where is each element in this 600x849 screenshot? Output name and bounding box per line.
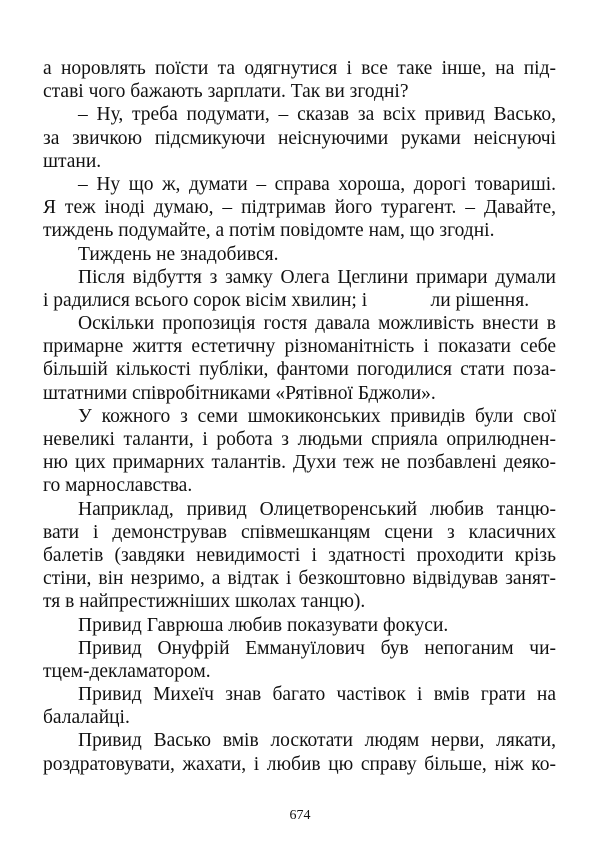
text-line-15: штатними співробітниками «Рятівної Бджоли».: [43, 382, 436, 404]
text-line-31: роздратовувати, жахати, і любив цю справу більше, ніж ко-: [43, 753, 556, 775]
text-line-20: Наприклад, привид Олицетворенський любив танцю-: [78, 498, 556, 520]
text-line-8: тиждень подумайте, а потім повідомте нам, що згодні.: [43, 220, 495, 242]
text-line-6: – Ну що ж, думати – справа хороша, дорогі товариші.: [78, 173, 556, 195]
text-line-13: примарне життя естетичну різноманітність і показати себе: [43, 336, 556, 358]
text-line-9: Тиждень не знадобився.: [78, 243, 279, 265]
text-line-11: і радилися всього сорок вісім хвилин; і ли рішення.: [43, 289, 530, 311]
text-line-1: а норовлять поїсти та одягнутися і все таке інше, на під-: [43, 58, 556, 79]
text-line-23: стіни, він незримо, а відтак і безкоштовно відвідував занят-: [43, 568, 556, 590]
text-line-16: У кожного з семи шмокиконських привидів були свої: [78, 405, 556, 427]
text-line-7: Я теж іноді думаю, – підтримав його турагент. – Давайте,: [43, 197, 556, 219]
text-line-2: ставі чого бажають зарплати. Так ви згодні?: [43, 81, 409, 103]
text-line-12: Оскільки пропозиція гостя давала можливість внести в: [78, 313, 556, 335]
text-line-30: Привид Васько вмів лоскотати людям нерви, лякати,: [78, 730, 556, 752]
text-line-21: вати і демонстрував співмешканцям сцени з класичних: [43, 521, 556, 543]
book-page-text: [43, 57, 556, 776]
text-line-4: за звичкою підсмикуючи неіснуючими руками неіснуючі: [43, 127, 556, 149]
text-line-24: тя в найпрестижніших школах танцю).: [43, 591, 366, 613]
text-line-14: більшій кількості публіки, фантоми погодилися стати поза-: [43, 359, 556, 381]
text-line-3: – Ну, треба подумати, – сказав за всіх привид Васько,: [78, 104, 556, 126]
text-line-22: балетів (завдяки невидимості і здатності проходити крізь: [43, 544, 556, 566]
text-line-5: штани.: [43, 150, 102, 172]
text-line-19: го марнославства.: [43, 475, 193, 497]
text-line-25: Привид Гаврюша любив показувати фокуси.: [78, 614, 449, 636]
text-line-10: Після відбуття з замку Олега Цеглини примари думали: [78, 266, 556, 288]
text-line-17: невеликі таланти, і робота з людьми сприяла оприлюднен-: [43, 429, 556, 450]
text-line-26: Привид Онуфрій Еммануїлович був непоганим чи-: [78, 637, 556, 659]
text-line-18: ню цих примарних талантів. Духи теж не позбавлені деяко-: [43, 452, 556, 474]
text-line-28: Привид Михеїч знав багато частівок і вмів грати на: [78, 684, 556, 706]
text-line-27: тцем-декламатором.: [43, 660, 211, 682]
page-number: 674: [289, 808, 311, 823]
text-line-29: балалайці.: [43, 707, 130, 729]
